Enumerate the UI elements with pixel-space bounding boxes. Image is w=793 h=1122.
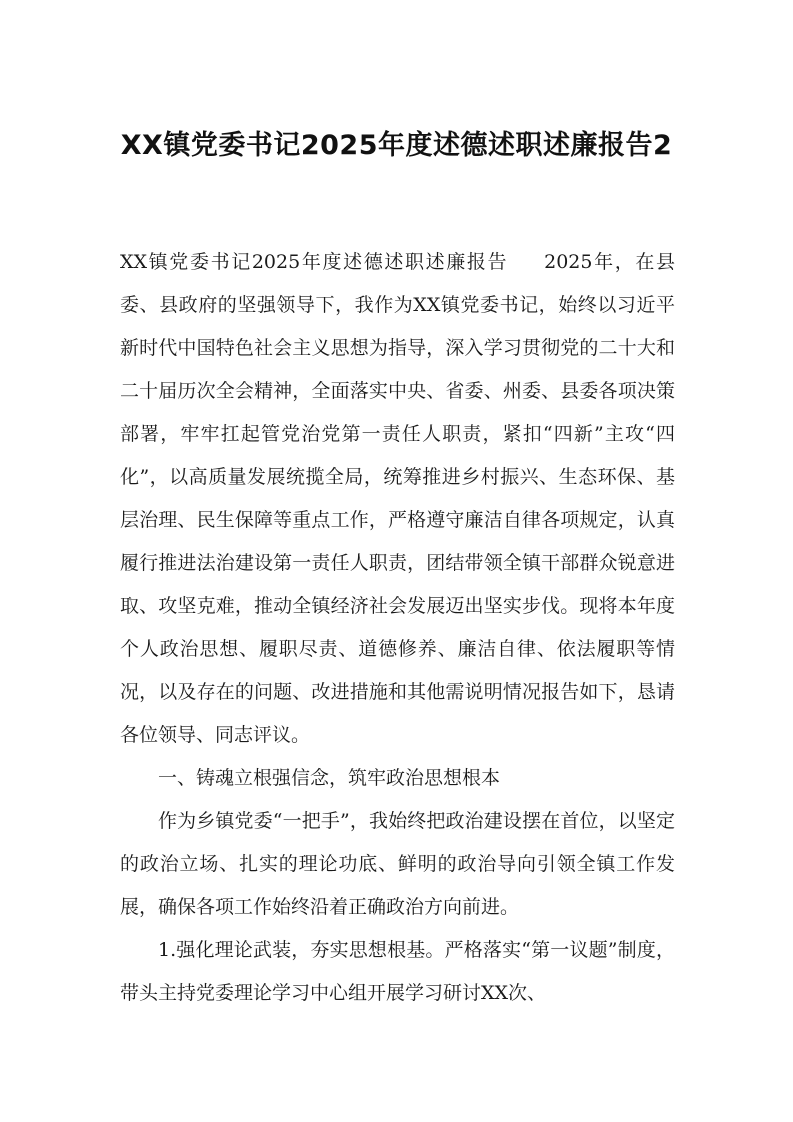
intro-paragraph [120,241,675,757]
intro-heading: XX镇党委书记2025年度述德述职述廉报告 [120,251,509,273]
section-1-paragraph: 作为乡镇党委“一把手”，我始终把政治建设摆在首位，以坚定的政治立场、扎实的理论功底、鲜明的政治导向引领全镇工作发展，确保各项工作始终沿着正确政治方向前进。 [120,810,675,918]
section-1-heading: 一、铸魂立根强信念，筑牢政治思想根本 [158,767,501,789]
document-title: XX镇党委书记2025年度述德述职述廉报告2 [120,130,673,161]
document-body [120,241,675,1015]
intro-body: 2025年，在县委、县政府的坚强领导下，我作为XX镇党委书记，始终以习近平新时代中国特色社会主义思想为指导，深入学习贯彻党的二十大和二十届历次全会精神，全面落实中央、省委、州委、县委各项决策部署，牢牢扛起管党治党第一责任人职责，紧扣“四新”主攻“四化”，以高质量发展统揽全局，统筹推进乡村振兴、生态环保、基层治理、民生保障等重点工作，严格遵守廉洁自律各项规定，认真履行推进法治建设第一责任人职责，团结带领全镇干部群众锐意进取、攻坚克难，推动全镇经济社会发展迈出坚实步伐。现将本年度个人政治思想、履职尽责、道德修养、廉洁自律、依法履职等情况，以及存在的问题、改进措施和其他需说明情况报告如下，恳请各位领导、同志评议。 [120,251,675,746]
item-1-paragraph: 1.强化理论武装，夯实思想根基。严格落实“第一议题”制度，带头主持党委理论学习中心组开展学习研讨XX次、 [120,939,675,1004]
